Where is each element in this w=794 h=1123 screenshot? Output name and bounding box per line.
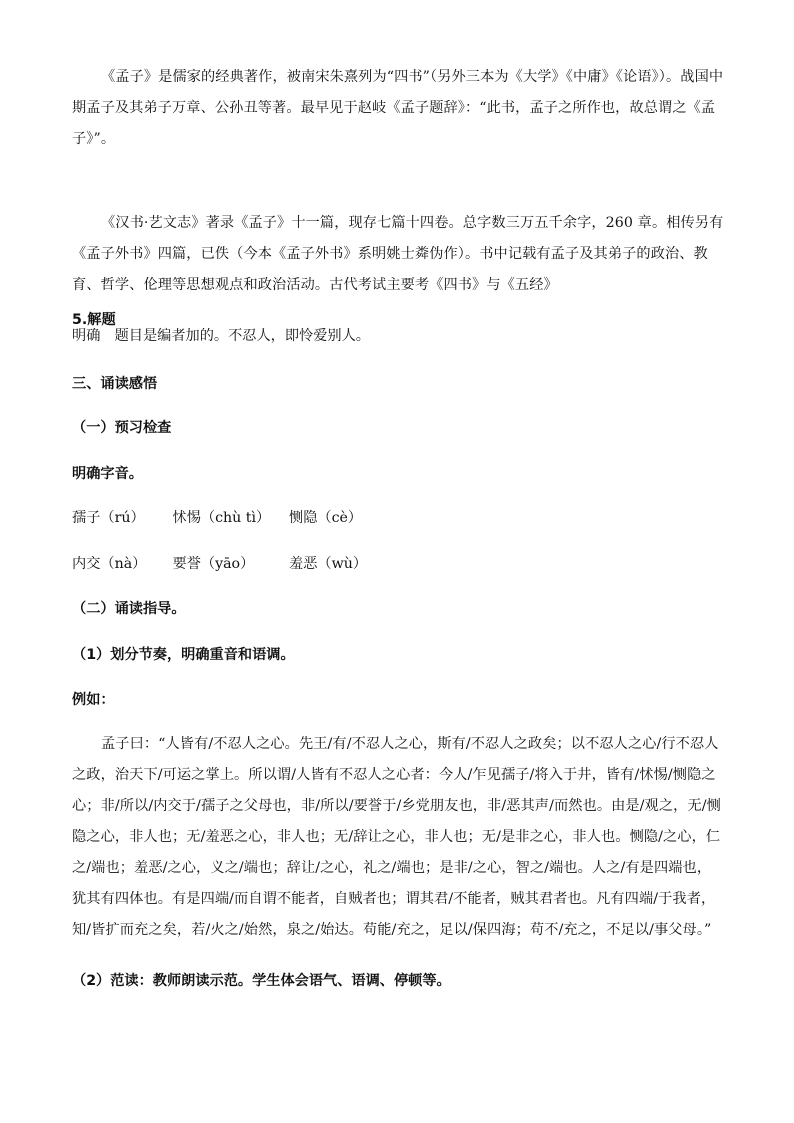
example-label: 例如： bbox=[72, 692, 115, 708]
pinyin-item: 要誉（yāo） bbox=[172, 556, 255, 572]
pinyin-row-2 bbox=[72, 553, 367, 573]
pinyin-item: 孺子（rú） bbox=[72, 510, 145, 526]
pinyin-item: 怵惕（chù tì） bbox=[172, 510, 271, 526]
preview-check-heading: （一）预习检查 bbox=[72, 420, 172, 436]
pinyin-item: 内交（nà） bbox=[72, 556, 147, 572]
section-5-body: 明确 题目是编者加的。不忍人，即怜爱别人。 bbox=[72, 328, 370, 344]
pinyin-row-1 bbox=[72, 507, 362, 527]
pinyin-item: 恻隐（cè） bbox=[289, 510, 363, 526]
example-passage: 孟子曰：“人皆有/不忍人之心。先王/有/不忍人之心，斯有/不忍人之政矣；以不忍人之心/行不忍人之政，治天下/可运之掌上。所以谓/人皆有不忍人之心者：今人/乍见孺子/将入于井，皆有/怵惕/恻隐之心；非/所以/内交于/孺子之父母也，非/所以/要誉于/乡党朋友也，非/恶其声/而然也。由是/观之，无/恻隐之心，非人也；无/羞恶之心，非人也；无/辞让之心，非人也；无/是非之心，非人也。恻隐/之心，仁之/端也；羞恶/之心，义之/端也；辞让/之心，礼之/端也；是非/之心，智之/端也。人之/有是四端也，犹其有四体也。有是四端/而自谓不能者，自贼者也；谓其君/不能者，贼其君者也。凡有四端/于我者，知/皆扩而充之矣，若/火之/始然，泉之/始达。苟能/充之，足以/保四海；苟不/充之，不足以/事父母。” bbox=[72, 736, 721, 938]
section-5-heading: 5.解题 bbox=[72, 312, 116, 328]
section-3-heading: 三、诵读感悟 bbox=[72, 376, 158, 392]
intro-paragraph-2: 《汉书·艺文志》著录《孟子》十一篇，现存七篇十四卷。总字数三万五千余字，260 章。相传另有《孟子外书》四篇，已佚（今本《孟子外书》系明姚士粦伪作）。书中记载有孟子及其弟子的政治、教育、哲学、伦理等思想观点和政治活动。古代考试主要考《四书》与《五经》 bbox=[72, 215, 724, 293]
step-2-heading: （2）范读：教师朗读示范。学生体会语气、语调、停顿等。 bbox=[72, 973, 451, 989]
recitation-guidance-heading: （二）诵读指导。 bbox=[72, 601, 186, 617]
intro-paragraph-1: 《孟子》是儒家的经典著作，被南宋朱熹列为“四书”（另外三本为《大学》《中庸》《论语》）。战国中期孟子及其弟子万章、公孙丑等著。最早见于赵岐《孟子题辞》：“此书，孟子之所作也，故总谓之《孟子》”。 bbox=[72, 69, 724, 147]
pronunciation-label: 明确字音。 bbox=[72, 466, 143, 482]
step-1-heading: （1）划分节奏，明确重音和语调。 bbox=[72, 647, 295, 663]
pinyin-item: 羞恶（wù） bbox=[289, 556, 368, 572]
